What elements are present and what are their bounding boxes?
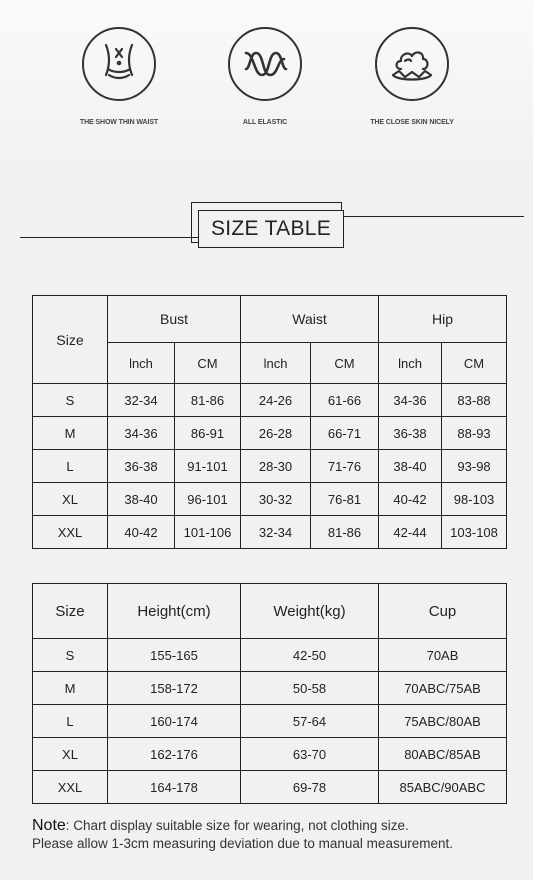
measurement-cell: 36-38 <box>108 450 175 483</box>
measurement-cell: 61-66 <box>311 384 379 417</box>
value-cell: 155-165 <box>108 639 241 672</box>
value-cell: 158-172 <box>108 672 241 705</box>
size-cell: S <box>33 384 108 417</box>
measurement-cell: 86-91 <box>175 417 241 450</box>
measurement-cell: 81-86 <box>311 516 379 549</box>
size-cell: XL <box>33 483 108 516</box>
measurement-cell: 42-44 <box>379 516 442 549</box>
feature-caption: ALL ELASTIC <box>242 119 288 126</box>
value-cell: 162-176 <box>108 738 241 771</box>
waist-icon <box>82 27 156 101</box>
size-cell: XXL <box>33 516 108 549</box>
unit-header: lnch <box>108 343 175 384</box>
measurement-cell: 103-108 <box>442 516 507 549</box>
measurement-cell: 93-98 <box>442 450 507 483</box>
value-cell: 75ABC/80AB <box>379 705 507 738</box>
value-cell: 50-58 <box>241 672 379 705</box>
measurement-cell: 76-81 <box>311 483 379 516</box>
note-line-2: Please allow 1-3cm measuring deviation due to manual measurement. <box>32 836 453 851</box>
measurement-cell: 40-42 <box>108 516 175 549</box>
column-header: Cup <box>379 584 507 639</box>
value-cell: 70AB <box>379 639 507 672</box>
note-line-1: : Chart display suitable size for wearing, not clothing size. <box>65 818 409 833</box>
size-cell: L <box>33 450 108 483</box>
size-cell: L <box>33 705 108 738</box>
measurement-cell: 34-36 <box>108 417 175 450</box>
size-cell: S <box>33 639 108 672</box>
measurement-cell: 38-40 <box>108 483 175 516</box>
value-cell: 42-50 <box>241 639 379 672</box>
table-row <box>33 738 507 771</box>
measurement-cell: 71-76 <box>311 450 379 483</box>
table-row <box>33 483 507 516</box>
unit-header: lnch <box>379 343 442 384</box>
feature-caption: THE CLOSE SKIN NICELY <box>370 119 454 126</box>
measurement-cell: 91-101 <box>175 450 241 483</box>
feature-all-elastic <box>195 27 335 126</box>
feature-caption: THE SHOW THIN WAIST <box>79 119 159 126</box>
table-row <box>33 450 507 483</box>
fit-guide-table <box>32 583 507 804</box>
measurement-cell: 28-30 <box>241 450 311 483</box>
bust-header: Bust <box>108 296 241 343</box>
table-row <box>33 705 507 738</box>
measurement-cell: 34-36 <box>379 384 442 417</box>
value-cell: 164-178 <box>108 771 241 804</box>
feature-close-skin <box>342 27 482 126</box>
measurement-cell: 66-71 <box>311 417 379 450</box>
hip-header: Hip <box>379 296 507 343</box>
measurement-cell: 96-101 <box>175 483 241 516</box>
measurement-cell: 30-32 <box>241 483 311 516</box>
elastic-icon <box>228 27 302 101</box>
unit-header: CM <box>175 343 241 384</box>
size-header: Size <box>33 296 108 384</box>
section-title: SIZE TABLE <box>198 210 344 248</box>
unit-header: CM <box>442 343 507 384</box>
measurement-cell: 26-28 <box>241 417 311 450</box>
note-label: Note <box>32 817 66 834</box>
size-note <box>32 817 512 853</box>
measurement-cell: 98-103 <box>442 483 507 516</box>
table-row <box>33 417 507 450</box>
unit-header: CM <box>311 343 379 384</box>
column-header: Height(cm) <box>108 584 241 639</box>
measurement-cell: 38-40 <box>379 450 442 483</box>
table-row <box>33 516 507 549</box>
measurement-cell: 24-26 <box>241 384 311 417</box>
measurement-cell: 40-42 <box>379 483 442 516</box>
value-cell: 80ABC/85AB <box>379 738 507 771</box>
size-cell: M <box>33 417 108 450</box>
title-rule-left <box>20 237 198 238</box>
value-cell: 70ABC/75AB <box>379 672 507 705</box>
body-measurement-table <box>32 295 507 549</box>
value-cell: 160-174 <box>108 705 241 738</box>
value-cell: 69-78 <box>241 771 379 804</box>
column-header: Size <box>33 584 108 639</box>
table-row <box>33 672 507 705</box>
measurement-cell: 81-86 <box>175 384 241 417</box>
waist-header: Waist <box>241 296 379 343</box>
table-row <box>33 639 507 672</box>
feature-thin-waist <box>49 27 189 126</box>
fit-guide-header-row <box>33 584 507 639</box>
column-header: Weight(kg) <box>241 584 379 639</box>
size-cell: M <box>33 672 108 705</box>
title-rule-right <box>342 216 524 217</box>
table-row <box>33 771 507 804</box>
size-cell: XXL <box>33 771 108 804</box>
measurement-cell: 83-88 <box>442 384 507 417</box>
measurement-cell: 36-38 <box>379 417 442 450</box>
size-cell: XL <box>33 738 108 771</box>
unit-header: lnch <box>241 343 311 384</box>
measurement-cell: 32-34 <box>108 384 175 417</box>
measurement-cell: 88-93 <box>442 417 507 450</box>
table-row <box>33 384 507 417</box>
measurement-cell: 101-106 <box>175 516 241 549</box>
value-cell: 57-64 <box>241 705 379 738</box>
value-cell: 85ABC/90ABC <box>379 771 507 804</box>
value-cell: 63-70 <box>241 738 379 771</box>
measurement-cell: 32-34 <box>241 516 311 549</box>
cloud-icon <box>375 27 449 101</box>
